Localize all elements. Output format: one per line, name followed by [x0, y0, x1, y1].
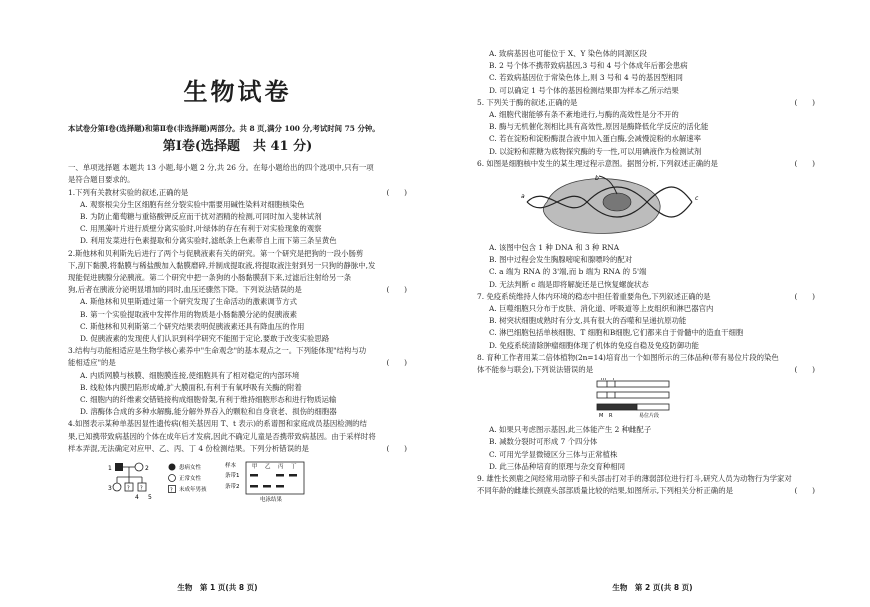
answer-paren: ( ) — [794, 97, 815, 107]
pedigree-number: 2 — [145, 465, 149, 473]
option-line: B. 树突状细胞成熟时有分支,具有很大的吞噬和呈递抗原功能 — [489, 316, 687, 326]
gel-row-label: 条带1 — [225, 473, 240, 480]
option-line: D. 此三体品种培育的原理与杂交育种相同 — [489, 461, 626, 471]
option-line: A. 观察根尖分生区细胞有丝分裂实验中需要用碱性染料对细胞核染色 — [80, 199, 305, 209]
pedigree-number: 5 — [148, 494, 152, 502]
answer-paren: ( ) — [794, 158, 815, 168]
option-line: D. 免疫系统清除肿瘤细胞体现了机体的免疫自稳及免疫防御功能 — [489, 340, 699, 350]
rna-polymerase — [603, 193, 631, 211]
gel-caption: 电泳结果 — [260, 497, 283, 504]
chromosome — [597, 381, 669, 387]
question-list-right-3 — [477, 424, 815, 497]
option-line: B. 为防止葡萄糖与重铬酸钾反应而干扰对酒精的检测,可同时加入斐林试剂 — [80, 212, 322, 222]
gene-label: r — [613, 378, 616, 383]
translocated-chromosome — [597, 404, 637, 410]
affected-male-symbol — [115, 463, 123, 471]
question-text: 样本弄混,无法确定对应甲、乙、丙、丁 4 份检测结果。下列分析错误的是 — [68, 443, 309, 453]
legend-affected-female-icon — [169, 464, 176, 471]
gel-col-label: 丙 — [278, 464, 284, 471]
page-footer: 生物 第 1 页(共 8 页) — [177, 583, 258, 592]
gel-band — [263, 485, 271, 488]
question-stem: 3.结构与功能相适应是生物学核心素养中"生命观念"的基本观点之一。下列能体现"结构与功 — [68, 346, 367, 356]
question-text: 7. 免疫系统维持人体内环境的稳态中担任着重要角色,下列叙述正确的是 — [477, 291, 711, 301]
pedigree-number: 3 — [108, 485, 112, 493]
transcription-figure — [517, 172, 815, 238]
question-stem — [477, 158, 815, 170]
gel-header: 样本 — [225, 463, 237, 470]
option-line: C. a 端为 RNA 的 3'端,而 b 端为 RNA 的 5'端 — [489, 267, 647, 277]
normal-female-symbol — [135, 463, 143, 471]
option-line: C. 若致病基因位于常染色体上,则 3 号和 4 号的基因型相同 — [489, 73, 683, 83]
answer-paren: ( ) — [794, 291, 815, 301]
pedigree-svg — [108, 459, 408, 503]
question-mark: ? — [127, 485, 130, 492]
answer-paren: ( ) — [386, 187, 407, 197]
option-line: A. 如果只考虑图示基因,此三体能产生 2 种雌配子 — [489, 425, 652, 435]
option-line: A. 巨噬细胞只分布于皮肤、消化道、呼吸道等上皮组织和淋巴器官内 — [489, 304, 714, 314]
right-page — [435, 0, 870, 607]
pedigree-figure — [108, 459, 407, 503]
question-text: 不同年龄的雌雄长颈鹿头部部质量比较的结果,如图所示,下列相关分析正确的是 — [477, 486, 733, 496]
question-stem — [477, 97, 815, 109]
gene-label: m — [601, 378, 606, 383]
gel-col-label: 乙 — [265, 464, 271, 471]
instruction-line: 是符合题目要求的。 — [68, 175, 135, 185]
translocation-segment — [637, 404, 669, 410]
answer-paren: ( ) — [386, 285, 407, 295]
legend-label: 患病女性 — [179, 465, 202, 472]
option-line: A. 内质网膜与核膜、细胞膜连接,使细胞具有了相对稳定的内部环境 — [80, 370, 300, 380]
question-stem: 下,刮下黏膜,将黏膜与稀盐酸加入黏膜磨碎,并制成提取液,将提取液注射到另一只狗的静脉中,发 — [68, 260, 376, 270]
question-stem — [68, 357, 407, 369]
option-line: C. 淋巴细胞包括单核细胞、T 细胞和B细胞,它们都来自于骨髓中的造血干细胞 — [489, 328, 744, 338]
option-line: A. 斯他林和贝里斯通过第一个研究发现了生命活动的激素调节方式 — [80, 297, 297, 307]
option-line: D. 以淀粉和蔗糖为底物探究酶的专一性,可以用碘液作为检测试剂 — [489, 146, 702, 156]
gel-band — [276, 485, 284, 488]
chromosome — [597, 392, 669, 398]
exam-intro: 本试卷分第Ⅰ卷(选择题)和第Ⅱ卷(非选择题)两部分。共 8 页,满分 100 分,考试时间 75 分钟。 — [68, 124, 380, 133]
option-line: C. 用黑藻叶片进行质壁分离实验时,叶绿体的存在有利于对实验现象的观察 — [80, 224, 322, 234]
option-line: B. 线粒体内膜凹陷形成嵴,扩大膜面积,有利于有氧呼吸有关酶的附着 — [80, 382, 302, 392]
gel-band — [289, 474, 297, 477]
chromosome-svg — [577, 378, 727, 420]
label-c: c — [695, 195, 699, 203]
question-text: 6. 如图是细胞核中发生的某生理过程示意图。据图分析,下列叙述正确的是 — [477, 158, 718, 168]
question-text: 狗,后者在胰液分泌明显增加的同时,血压还骤然下降。下列说法错误的是 — [68, 285, 302, 295]
chromosome-figure — [577, 378, 815, 420]
option-line: D. 可以确定 1 号个体的基因检测结果即为样本乙所示结果 — [489, 85, 679, 95]
instruction-line: 一、单项选择题 本题共 13 小题,每小题 2 分,共 26 分。在每小题给出的四个选项中,只有一项 — [68, 163, 374, 173]
gel-col-label: 甲 — [252, 464, 258, 471]
answer-paren: ( ) — [386, 358, 407, 368]
question-mark: ? — [170, 487, 173, 494]
option-line: A. 细胞代谢能够有条不紊地进行,与酶的高效性是分不开的 — [489, 110, 679, 120]
legend-label: 正常女性 — [179, 476, 202, 483]
question-stem — [477, 364, 815, 376]
question-stem — [477, 485, 815, 497]
option-line: C. 可用光学显微镜区分三体与正常植株 — [489, 449, 618, 459]
option-line: A. 致病基因也可能位于 X、Y 染色体的同源区段 — [489, 49, 647, 58]
question-stem — [68, 187, 407, 199]
option-line: B. 图中过程会发生胸腺嘧啶和腺嘌呤的配对 — [489, 255, 633, 265]
question-stem: 果,已知携带致病基因的个体在成年后才发病,因此不确定儿童是否携带致病基因。由于采样时将 — [68, 431, 376, 441]
gene-label: R — [609, 413, 613, 420]
question-stem: 9. 雄性长颈鹿之间经常用动脖子和头部击打对手的薄弱部位进行打斗,研究人员为动物行为学家对 — [477, 474, 792, 484]
label-a: a — [521, 193, 525, 201]
segment-label: 易位片段 — [639, 413, 660, 420]
question-mark: ? — [140, 485, 143, 492]
gel-row-label: 条带2 — [225, 484, 240, 491]
gel-band — [276, 474, 284, 477]
question-list-left — [68, 162, 407, 455]
answer-paren: ( ) — [794, 486, 815, 496]
answer-paren: ( ) — [794, 365, 815, 375]
option-line: D. 无法判断 c 端是即将解旋还是已恢复螺旋状态 — [489, 279, 649, 289]
question-text: 能相适应"的是 — [68, 358, 116, 368]
exam-title: 生物试卷 — [183, 78, 292, 106]
pedigree-number: 4 — [135, 494, 139, 502]
gel-col-label: 丁 — [291, 464, 297, 471]
question-stem: 8. 育种工作者用某二倍体植物(2n=14)培育出一个如图所示的三体品种(带有易位片段的染色 — [477, 352, 779, 362]
option-line: D. 利用发菜进行色素提取和分离实验时,滤纸条上色素带自上而下第三条呈黄色 — [80, 236, 337, 246]
question-stem — [477, 291, 815, 303]
question-text: 5. 下列关于酶的叙述,正确的是 — [477, 97, 578, 107]
transcription-svg — [517, 172, 717, 238]
option-line: B. 第一个实验提取液中发挥作用的物质是小肠黏膜分泌的促胰液素 — [80, 309, 298, 319]
section-title: 第Ⅰ卷(选择题 共 41 分) — [162, 139, 313, 155]
pedigree-number: 1 — [108, 465, 112, 473]
page-footer: 生物 第 2 页(共 8 页) — [612, 583, 693, 592]
answer-paren: ( ) — [386, 443, 407, 453]
gel-band — [250, 474, 258, 477]
question-stem: 2.斯他林和贝利斯先后进行了两个与促胰液素有关的研究。第一个研究是把狗的一段小肠剪 — [68, 248, 364, 258]
question-stem: 4.如图表示某种单基因显性遗传病(相关基因用 T、t 表示)的系谱图和家庭成员基因检测的结 — [68, 419, 367, 429]
question-stem — [68, 443, 407, 455]
question-stem: 现能促进胰腺分泌胰液。第二个研究中把一条狗的小肠黏膜刮下来,过滤后注射给另一条 — [68, 273, 352, 283]
option-line: D. 溶酶体合成的多种水解酶,能分解外界吞入的颗粒和自身衰老、损伤的细胞器 — [80, 407, 337, 417]
question-text: 体不能参与联会),下列说法错误的是 — [477, 365, 594, 375]
option-line: C. 细胞内的纤维素交错链接构成细胞骨架,有利于维持细胞形态和进行物质运输 — [80, 395, 337, 405]
top-spacer — [477, 0, 815, 48]
question-text: 1.下列有关教材实验的叙述,正确的是 — [68, 187, 189, 197]
legend-label: 未成年男孩 — [179, 487, 207, 494]
gene-label: M — [599, 413, 604, 420]
question-list-right-2 — [477, 242, 815, 376]
normal-female-symbol — [113, 483, 121, 491]
option-line: A. 该图中包含 1 种 DNA 和 3 种 RNA — [489, 243, 620, 253]
option-line: B. 酶与无机催化剂相比具有高效性,原因是酶降低化学反应的活化能 — [489, 122, 709, 132]
option-line: D. 促胰液素的发现使人们认识到科学研究不能囿于定论,要敢于改变实验思路 — [80, 334, 330, 344]
option-line: C. 若在淀粉和淀粉酶混合液中加入蛋白酶,会减慢淀粉的水解速率 — [489, 134, 701, 144]
option-line: C. 斯他林和贝利斯第二个研究结果表明促胰液素还具有降血压的作用 — [80, 321, 305, 331]
label-b: b — [595, 175, 599, 183]
question-list-right — [477, 48, 815, 170]
legend-normal-female-icon — [169, 475, 176, 482]
option-line: B. 2 号个体不携带致病基因,3 号和 4 号个体成年后都会患病 — [489, 61, 688, 71]
gel-band — [250, 485, 258, 488]
question-stem — [68, 284, 407, 296]
option-line: B. 减数分裂时可形成 7 个四分体 — [489, 437, 598, 447]
